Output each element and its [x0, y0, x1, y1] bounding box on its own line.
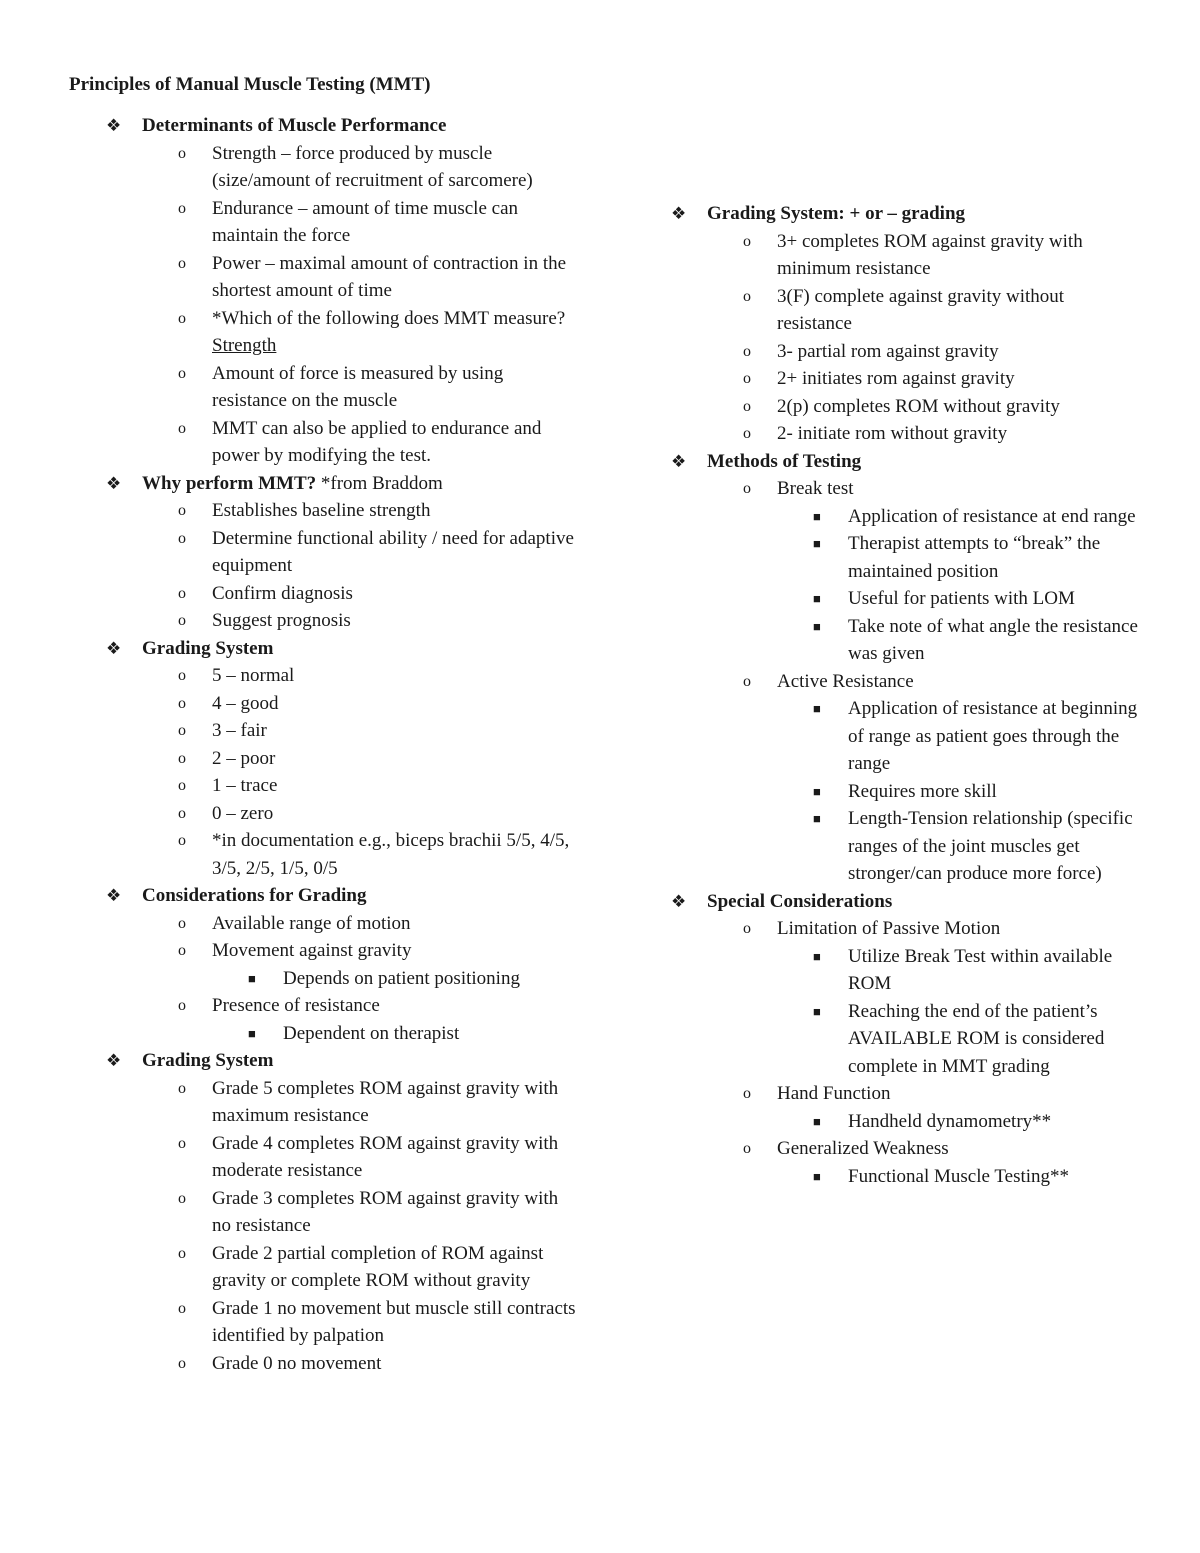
list-item: o Grade 3 completes ROM against gravity with no resistance [106, 1185, 576, 1240]
sub-list-item: ■ Depends on patient positioning [106, 965, 576, 993]
list-item: o Suggest prognosis [106, 607, 576, 635]
circle-bullet-icon: o [178, 584, 186, 602]
list-item: o Grade 2 partial completion of ROM against gravity or complete ROM without gravity [106, 1240, 576, 1295]
list-item: o Limitation of Passive Motion [671, 915, 1141, 943]
section-heading: ❖ Considerations for Grading [106, 882, 576, 910]
circle-bullet-icon: o [178, 914, 186, 932]
circle-bullet-icon: o [178, 199, 186, 217]
list-item: o Generalized Weakness [671, 1135, 1141, 1163]
circle-bullet-icon: o [178, 1134, 186, 1152]
list-item: o 3 – fair [106, 717, 576, 745]
diamond-bullet-icon: ❖ [106, 1051, 122, 1070]
list-item: o Grade 4 completes ROM against gravity with moderate resistance [106, 1130, 576, 1185]
diamond-bullet-icon: ❖ [671, 451, 687, 471]
list-item: o Confirm diagnosis [106, 580, 576, 608]
sub-list-item: ■ Take note of what angle the resistance was given [671, 613, 1141, 668]
circle-bullet-icon: o [743, 480, 751, 497]
page-title: Principles of Manual Muscle Testing (MMT) [69, 74, 431, 95]
circle-bullet-icon: o [178, 722, 186, 739]
sub-list-item: ■ Handheld dynamometry** [671, 1108, 1141, 1136]
square-bullet-icon: ■ [813, 1168, 821, 1184]
diamond-bullet-icon: ❖ [671, 204, 687, 223]
list-item: o Grade 5 completes ROM against gravity with maximum resistance [106, 1075, 576, 1130]
section-heading: ❖ Special Considerations [671, 888, 1141, 916]
list-item: o MMT can also be applied to endurance and power by modifying the test. [106, 415, 576, 470]
section-heading: ❖ Grading System [106, 1047, 576, 1075]
circle-bullet-icon: o [178, 529, 186, 547]
diamond-bullet-icon: ❖ [106, 116, 122, 135]
section-heading: ❖ Why perform MMT? *from Braddom [106, 470, 576, 498]
circle-bullet-icon: o [178, 777, 186, 794]
section-heading: ❖ Methods of Testing [671, 448, 1141, 476]
circle-bullet-icon: o [178, 1354, 186, 1372]
diamond-bullet-icon: ❖ [671, 891, 687, 911]
list-item: o *in documentation e.g., biceps brachii 5/5, 4/5, 3/5, 2/5, 1/5, 0/5 [106, 827, 576, 882]
circle-bullet-icon: o [178, 502, 186, 519]
circle-bullet-icon: o [743, 1140, 751, 1157]
circle-bullet-icon: o [178, 364, 186, 382]
circle-bullet-icon: o [178, 694, 186, 712]
list-item: o Endurance – amount of time muscle can maintain the force [106, 195, 576, 250]
square-bullet-icon: ■ [813, 701, 821, 716]
sub-list-item: ■ Utilize Break Test within available ROM [671, 943, 1141, 998]
circle-bullet-icon: o [178, 832, 186, 849]
list-item: o 2+ initiates rom against gravity [671, 365, 1141, 393]
section-heading: ❖ Determinants of Muscle Performance [106, 112, 576, 140]
square-bullet-icon: ■ [813, 1113, 821, 1129]
circle-bullet-icon: o [178, 667, 186, 684]
list-item: o Available range of motion [106, 910, 576, 938]
list-item: o Strength – force produced by muscle (size/amount of recruitment of sarcomere) [106, 140, 576, 195]
circle-bullet-icon: o [178, 804, 186, 822]
list-item: o *Which of the following does MMT measure? Strength [106, 305, 576, 360]
sub-list-item: ■ Dependent on therapist [106, 1020, 576, 1048]
square-bullet-icon: ■ [813, 591, 821, 606]
circle-bullet-icon: o [178, 612, 186, 629]
list-item: o Hand Function [671, 1080, 1141, 1108]
circle-bullet-icon: o [178, 254, 186, 272]
circle-bullet-icon: o [178, 1079, 186, 1097]
circle-bullet-icon: o [743, 397, 751, 415]
sub-list-item: ■ Functional Muscle Testing** [671, 1163, 1141, 1191]
list-item: o 3+ completes ROM against gravity with minimum resistance [671, 228, 1141, 283]
list-item: o 1 – trace [106, 772, 576, 800]
circle-bullet-icon: o [178, 942, 186, 959]
section-heading: ❖ Grading System [106, 635, 576, 663]
sub-list-item: ■ Application of resistance at end range [671, 503, 1141, 531]
circle-bullet-icon: o [178, 419, 186, 437]
sub-list-item: ■ Requires more skill [671, 778, 1141, 806]
list-item: o 0 – zero [106, 800, 576, 828]
circle-bullet-icon: o [178, 1299, 186, 1317]
list-item: o Establishes baseline strength [106, 497, 576, 525]
list-item: o Active Resistance [671, 668, 1141, 696]
diamond-bullet-icon: ❖ [106, 473, 122, 493]
list-item: o 3(F) complete against gravity without resistance [671, 283, 1141, 338]
circle-bullet-icon: o [178, 997, 186, 1014]
list-item: o 2 – poor [106, 745, 576, 773]
circle-bullet-icon: o [178, 1189, 186, 1207]
list-item: o 4 – good [106, 690, 576, 718]
left-column [106, 112, 576, 1377]
circle-bullet-icon: o [743, 370, 751, 387]
diamond-bullet-icon: ❖ [106, 886, 122, 905]
square-bullet-icon: ■ [248, 970, 256, 986]
square-bullet-icon: ■ [813, 508, 821, 524]
square-bullet-icon: ■ [813, 1003, 821, 1019]
circle-bullet-icon: o [178, 1244, 186, 1262]
square-bullet-icon: ■ [813, 783, 821, 799]
sub-list-item: ■ Therapist attempts to “break” the maintained position [671, 530, 1141, 585]
circle-bullet-icon: o [743, 920, 751, 937]
sub-list-item: ■ Reaching the end of the patient’s AVAILABLE ROM is considered complete in MMT grading [671, 998, 1141, 1081]
list-item: o Amount of force is measured by using resistance on the muscle [106, 360, 576, 415]
list-item: o Power – maximal amount of contraction in the shortest amount of time [106, 250, 576, 305]
square-bullet-icon: ■ [813, 618, 821, 634]
square-bullet-icon: ■ [248, 1025, 256, 1041]
list-item: o 3- partial rom against gravity [671, 338, 1141, 366]
circle-bullet-icon: o [178, 749, 186, 767]
circle-bullet-icon: o [743, 232, 751, 250]
square-bullet-icon: ■ [813, 811, 821, 826]
answer-strength: Strength [212, 335, 277, 356]
list-item: o 5 – normal [106, 662, 576, 690]
square-bullet-icon: ■ [813, 948, 821, 964]
circle-bullet-icon: o [178, 144, 186, 162]
list-item: o Determine functional ability / need for adaptive equipment [106, 525, 576, 580]
list-item: o Presence of resistance [106, 992, 576, 1020]
sub-list-item: ■ Useful for patients with LOM [671, 585, 1141, 613]
list-item: o Movement against gravity [106, 937, 576, 965]
sub-list-item: ■ Length-Tension relationship (specific ranges of the joint muscles get stronger/can produce more force) [671, 805, 1141, 888]
diamond-bullet-icon: ❖ [106, 638, 122, 658]
list-item: o Break test [671, 475, 1141, 503]
circle-bullet-icon: o [743, 425, 751, 442]
circle-bullet-icon: o [743, 342, 751, 360]
list-item: o Grade 1 no movement but muscle still contracts identified by palpation [106, 1295, 576, 1350]
circle-bullet-icon: o [743, 672, 751, 690]
circle-bullet-icon: o [743, 287, 751, 305]
square-bullet-icon: ■ [813, 536, 821, 551]
list-item: o Grade 0 no movement [106, 1350, 576, 1378]
list-item: o 2- initiate rom without gravity [671, 420, 1141, 448]
circle-bullet-icon: o [743, 1085, 751, 1102]
right-column [671, 200, 1141, 1190]
circle-bullet-icon: o [178, 309, 186, 327]
section-heading: ❖ Grading System: + or – grading [671, 200, 1141, 228]
sub-list-item: ■ Application of resistance at beginning of range as patient goes through the range [671, 695, 1141, 778]
list-item: o 2(p) completes ROM without gravity [671, 393, 1141, 421]
